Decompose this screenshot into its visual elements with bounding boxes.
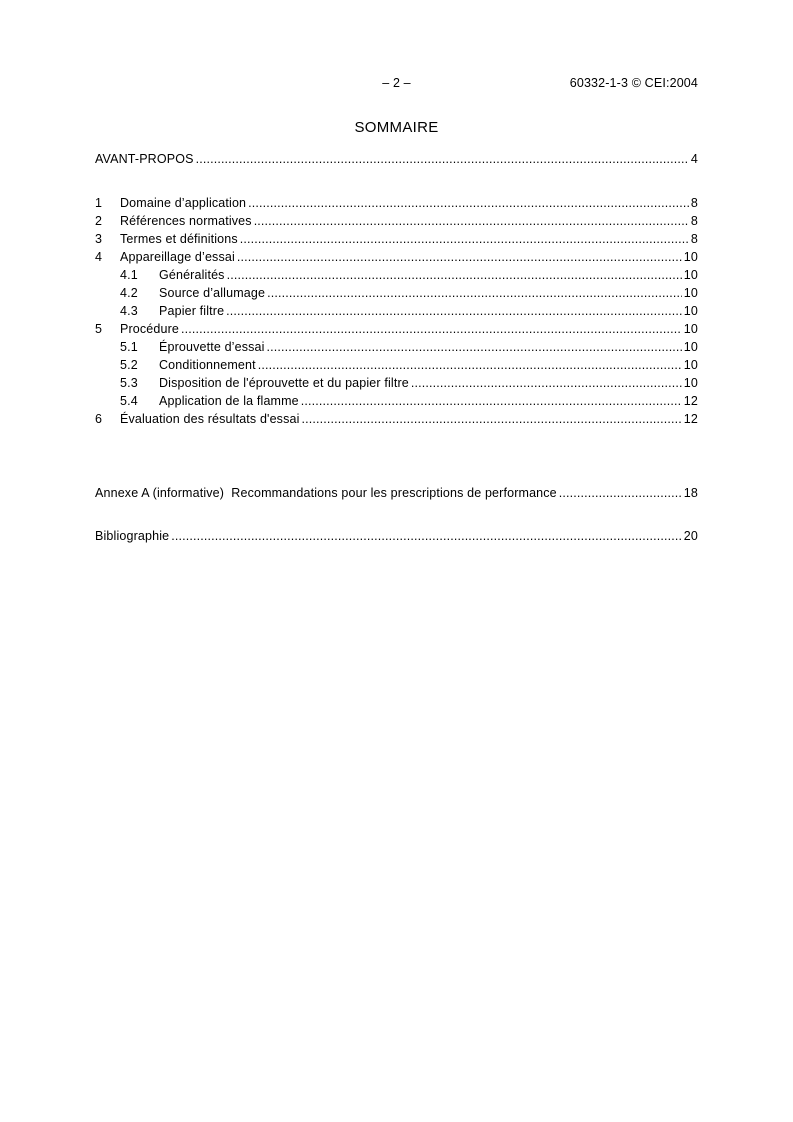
toc-entry-5-1[interactable]	[95, 338, 698, 356]
toc-label: Disposition de l'éprouvette et du papier filtre	[159, 376, 409, 390]
dot-leader	[267, 338, 682, 356]
dot-leader	[237, 248, 682, 266]
toc-page-number: 10	[683, 376, 698, 390]
toc-label: Papier filtre	[159, 304, 225, 318]
toc-entry-avant-propos[interactable]	[95, 150, 698, 168]
dot-leader	[248, 194, 689, 212]
toc-number: 4.1	[120, 268, 138, 282]
toc-page-number: 10	[683, 322, 698, 336]
toc-number: 3	[95, 232, 103, 246]
toc-page-number: 12	[683, 394, 698, 408]
toc-number: 2	[95, 214, 103, 228]
toc-page-number: 8	[690, 196, 698, 210]
toc-page-number: 8	[690, 232, 698, 246]
toc-label: Généralités	[159, 268, 225, 282]
toc-number: 5	[95, 322, 103, 336]
toc-label: Annexe A (informative) Recommandations pour les prescriptions de performance	[95, 486, 557, 500]
toc-number: 4.2	[120, 286, 138, 300]
toc-page-number: 10	[683, 304, 698, 318]
toc-page-number: 10	[683, 340, 698, 354]
page-number-header: – 2 –	[382, 76, 411, 90]
toc-label: Conditionnement	[159, 358, 256, 372]
page-title: SOMMAIRE	[354, 119, 439, 136]
toc-entry-5-2[interactable]	[95, 356, 698, 374]
dot-leader	[240, 230, 689, 248]
toc-label: Éprouvette d’essai	[159, 340, 265, 354]
toc-label: Appareillage d’essai	[120, 250, 235, 264]
dot-leader	[258, 356, 682, 374]
toc-label: Source d’allumage	[159, 286, 266, 300]
toc-entry-5-4[interactable]	[95, 392, 698, 410]
document-reference: 60332-1-3 © CEI:2004	[569, 76, 698, 90]
dot-leader	[254, 212, 689, 230]
toc-entry-5[interactable]	[95, 320, 698, 338]
toc-number: 4	[95, 250, 103, 264]
toc-entry-bibliographie[interactable]	[95, 527, 698, 545]
toc-page-number: 18	[683, 486, 698, 500]
toc-entry-annexe-a[interactable]	[95, 484, 698, 502]
toc-number: 5.1	[120, 340, 138, 354]
toc-label: Évaluation des résultats d'essai	[120, 412, 300, 426]
toc-entry-5-3[interactable]	[95, 374, 698, 392]
toc-page-number: 12	[683, 412, 698, 426]
toc-entry-1[interactable]	[95, 194, 698, 212]
toc-page-number: 4	[690, 152, 698, 166]
toc-number: 4.3	[120, 304, 138, 318]
toc-label: Application de la flamme	[159, 394, 299, 408]
toc-entry-6[interactable]	[95, 410, 698, 428]
toc-entry-4[interactable]	[95, 248, 698, 266]
toc-label: Termes et définitions	[120, 232, 238, 246]
dot-leader	[301, 392, 682, 410]
toc-number: 5.2	[120, 358, 138, 372]
toc-number: 6	[95, 412, 103, 426]
dot-leader	[267, 284, 682, 302]
toc-page-number: 10	[683, 286, 698, 300]
toc-entry-4-2[interactable]	[95, 284, 698, 302]
dot-leader	[196, 150, 689, 168]
toc-number: 1	[95, 196, 103, 210]
toc-entry-3[interactable]	[95, 230, 698, 248]
toc-page-number: 10	[683, 268, 698, 282]
toc-page-number: 10	[683, 358, 698, 372]
toc-label: AVANT-PROPOS	[95, 152, 194, 166]
toc-number: 5.4	[120, 394, 138, 408]
dot-leader	[226, 302, 682, 320]
toc-page-number: 10	[683, 250, 698, 264]
toc-page-number: 20	[683, 529, 698, 543]
toc-label: Références normatives	[120, 214, 252, 228]
dot-leader	[302, 410, 682, 428]
dot-leader	[171, 527, 682, 545]
dot-leader	[559, 484, 682, 502]
toc-entry-4-1[interactable]	[95, 266, 698, 284]
toc-label: Domaine d’application	[120, 196, 247, 210]
toc-number: 5.3	[120, 376, 138, 390]
dot-leader	[181, 320, 682, 338]
toc-main-sections	[95, 194, 698, 428]
dot-leader	[227, 266, 682, 284]
toc-label: Bibliographie	[95, 529, 170, 543]
toc-entry-2[interactable]	[95, 212, 698, 230]
toc-page-number: 8	[690, 214, 698, 228]
toc-label: Procédure	[120, 322, 180, 336]
dot-leader	[411, 374, 682, 392]
toc-entry-4-3[interactable]	[95, 302, 698, 320]
